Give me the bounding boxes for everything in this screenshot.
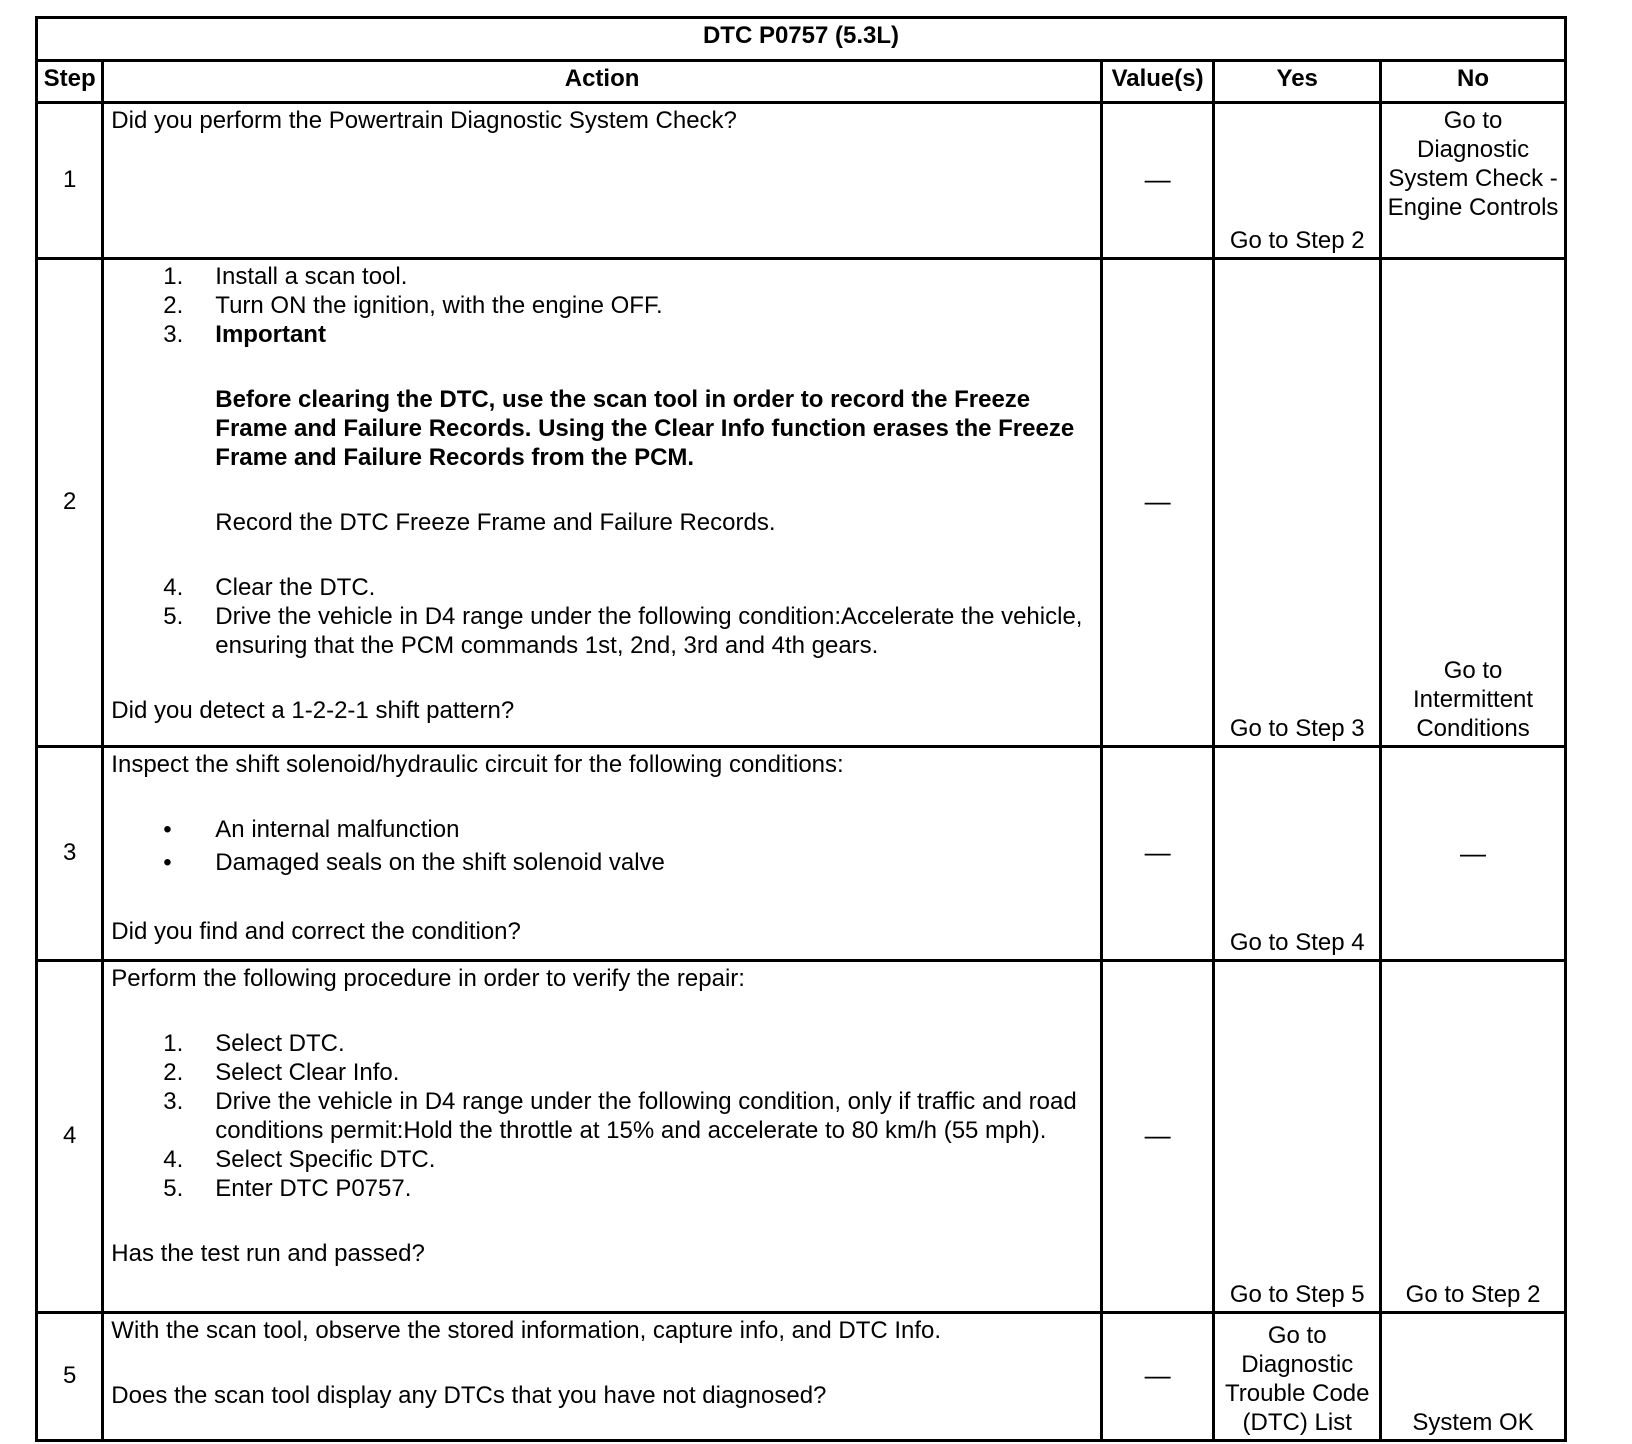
bullet-icon: • bbox=[163, 816, 172, 843]
question-text: Did you detect a 1-2-2-1 shift pattern? bbox=[111, 697, 515, 724]
list-item: 5. Drive the vehicle in D4 range under the following condition:Accelerate the vehicle, ensuring that the PCM commands 1st, 2nd, 3rd and 4th gears. bbox=[163, 603, 1083, 659]
header-values: Value(s) bbox=[1101, 61, 1214, 103]
table-row-step-5 bbox=[37, 1313, 1566, 1441]
table-row-step-1 bbox=[37, 103, 1566, 259]
list-item: 1. Select DTC. bbox=[163, 1030, 345, 1057]
list-item: • An internal malfunction bbox=[111, 815, 1095, 844]
condition-list bbox=[111, 815, 1095, 877]
intro-text: Perform the following procedure in order to verify the repair: bbox=[111, 965, 745, 992]
step-number: 1 bbox=[37, 103, 103, 259]
table-row-step-4 bbox=[37, 961, 1566, 1313]
yes-cell: Go to Step 5 bbox=[1214, 961, 1381, 1313]
value-cell: — bbox=[1101, 747, 1214, 961]
important-note: Before clearing the DTC, use the scan tool in order to record the Freeze Frame and Failure Records. Using the Clear Info function erases the Freeze Frame and Failure Records from the PCM. bbox=[215, 386, 1075, 471]
list-item: • Damaged seals on the shift solenoid valve bbox=[111, 848, 1095, 877]
no-cell: Go to Diagnostic System Check - Engine Controls bbox=[1381, 103, 1566, 259]
procedure-list bbox=[111, 573, 1095, 660]
no-cell: System OK bbox=[1381, 1313, 1566, 1441]
question-text: Has the test run and passed? bbox=[111, 1240, 425, 1267]
list-item: 4. Clear the DTC. bbox=[163, 574, 376, 601]
list-item: 2. Select Clear Info. bbox=[163, 1059, 400, 1086]
step-number: 5 bbox=[37, 1313, 103, 1441]
yes-cell: Go to Step 3 bbox=[1214, 259, 1381, 747]
no-cell: — bbox=[1381, 747, 1566, 961]
table-row-step-3 bbox=[37, 747, 1566, 961]
value-cell: — bbox=[1101, 259, 1214, 747]
dtc-table bbox=[35, 16, 1567, 1442]
question-text: Does the scan tool display any DTCs that you have not diagnosed? bbox=[111, 1382, 827, 1409]
list-item: 1. Install a scan tool. bbox=[163, 263, 408, 290]
header-yes: Yes bbox=[1214, 61, 1381, 103]
step-number: 2 bbox=[37, 259, 103, 747]
dtc-document bbox=[35, 16, 1567, 1442]
list-item: 4. Select Specific DTC. bbox=[163, 1146, 436, 1173]
procedure-list bbox=[111, 262, 1095, 349]
procedure-list bbox=[111, 1029, 1095, 1203]
list-item: 3. Important bbox=[163, 321, 326, 348]
action-cell bbox=[103, 259, 1102, 747]
no-cell: Go to Intermittent Conditions bbox=[1381, 259, 1566, 747]
question-text: Did you find and correct the condition? bbox=[111, 918, 521, 945]
step-number: 4 bbox=[37, 961, 103, 1313]
yes-cell: Go to Step 4 bbox=[1214, 747, 1381, 961]
table-row-step-2 bbox=[37, 259, 1566, 747]
record-instruction: Record the DTC Freeze Frame and Failure Records. bbox=[215, 509, 776, 536]
list-item: 3. Drive the vehicle in D4 range under the following condition, only if traffic and road conditions permit:Hold the throttle at 15% and accelerate to 80 km/h (55 mph). bbox=[163, 1088, 1077, 1144]
header-action: Action bbox=[103, 61, 1102, 103]
header-step: Step bbox=[37, 61, 103, 103]
action-cell bbox=[103, 1313, 1102, 1441]
bullet-icon: • bbox=[163, 849, 172, 876]
value-cell: — bbox=[1101, 961, 1214, 1313]
header-no: No bbox=[1381, 61, 1566, 103]
value-cell: — bbox=[1101, 1313, 1214, 1441]
yes-cell: Go to Diagnostic Trouble Code (DTC) List bbox=[1214, 1313, 1381, 1441]
action-cell bbox=[103, 961, 1102, 1313]
intro-text: With the scan tool, observe the stored information, capture info, and DTC Info. bbox=[111, 1317, 942, 1344]
value-cell: — bbox=[1101, 103, 1214, 259]
no-cell: Go to Step 2 bbox=[1381, 961, 1566, 1313]
action-text: Did you perform the Powertrain Diagnostic System Check? bbox=[103, 103, 1102, 259]
yes-cell: Go to Step 2 bbox=[1214, 103, 1381, 259]
action-cell bbox=[103, 747, 1102, 961]
intro-text: Inspect the shift solenoid/hydraulic circuit for the following conditions: bbox=[111, 751, 844, 778]
step-number: 3 bbox=[37, 747, 103, 961]
list-item: 2. Turn ON the ignition, with the engine OFF. bbox=[163, 292, 663, 319]
table-title: DTC P0757 (5.3L) bbox=[37, 18, 1566, 61]
list-item: 5. Enter DTC P0757. bbox=[163, 1175, 412, 1202]
